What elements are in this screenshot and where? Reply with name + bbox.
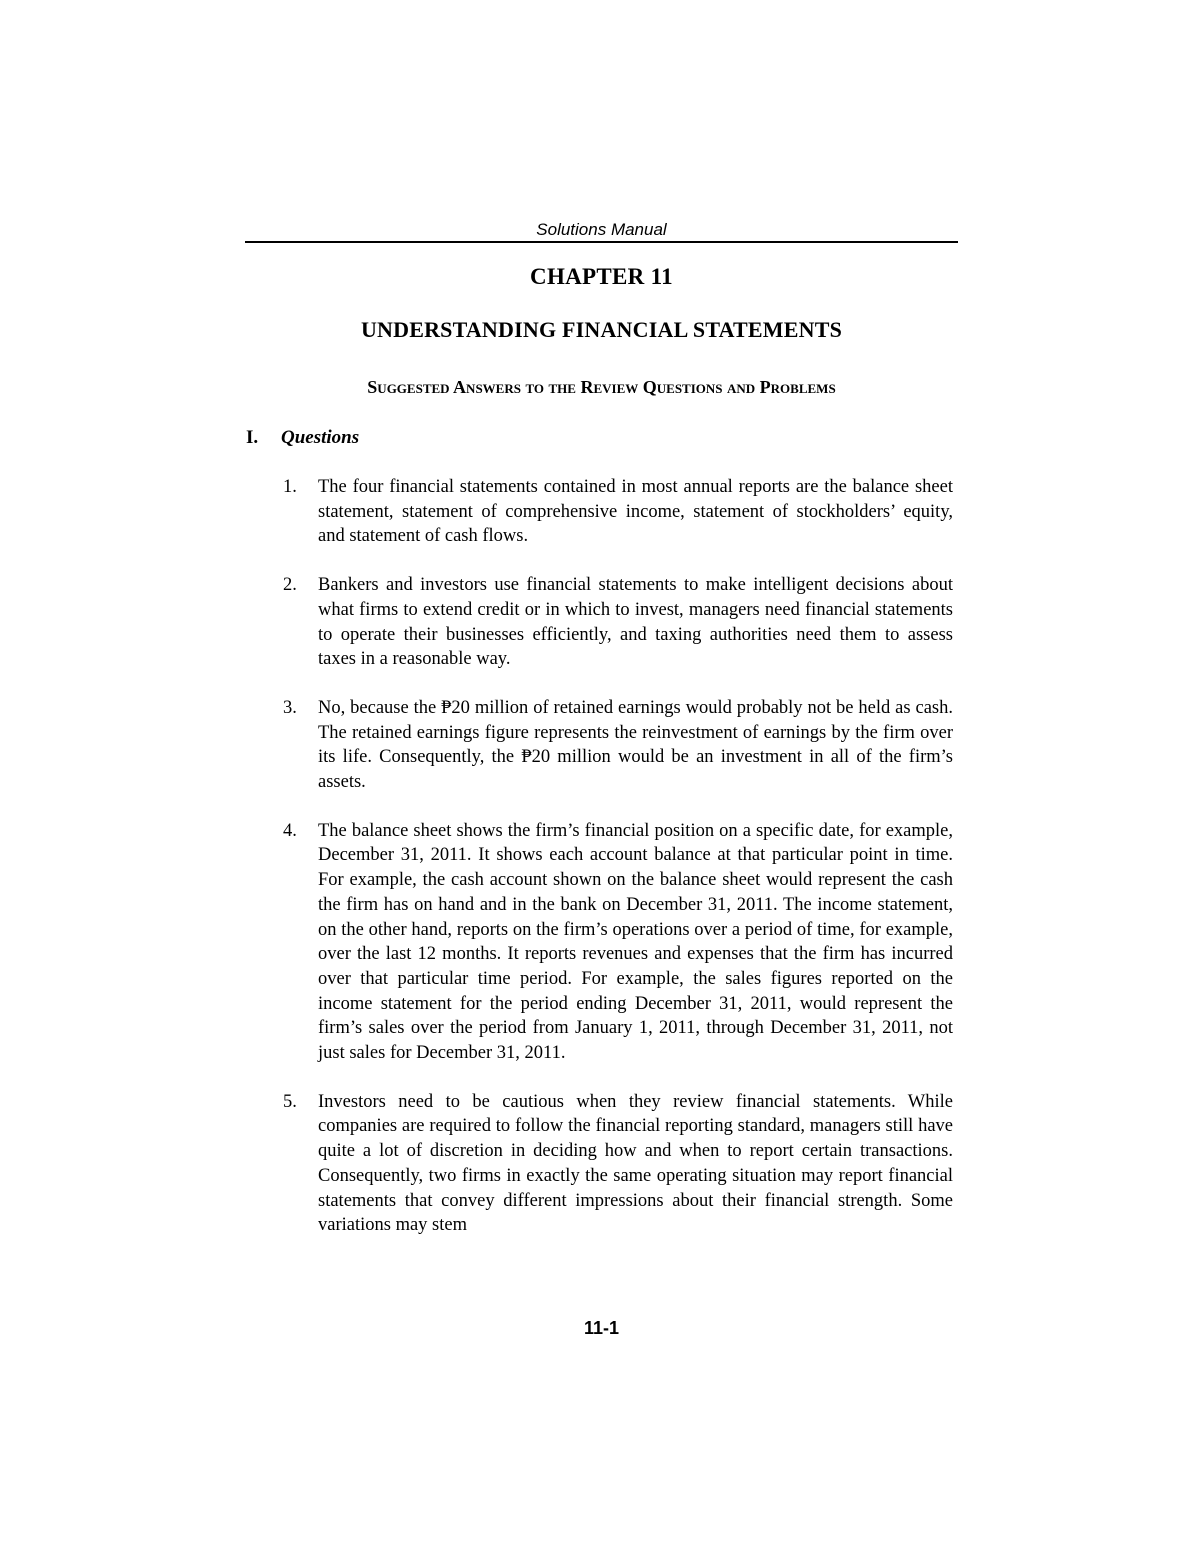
answer-list: [283, 475, 953, 1262]
answer-number: 1.: [283, 477, 297, 497]
answer-number: 4.: [283, 820, 297, 841]
answer-text: The balance sheet shows the firm’s financial position on a specific date, for example, December 31, 2011. It shows each account balance at that particular point in time. For example, the cash account shown on the balance sheet would represent the cash the firm has on hand and in the bank on December 31, 2011. The income statement, on the other hand, reports on the firm’s operations over a period of time, for example, over the last 12 months. It reports revenues and expenses that the firm has incurred over that particular time period. For example, the sales figures reported on the income statement for the period ending December 31, 2011, would represent the firm’s sales over the period from January 1, 2011, through December 31, 2011, not just sales for December 31, 2011.: [318, 820, 953, 1064]
answer-text: No, because the ₱20 million of retained earnings would probably not be held as cash. The retained earnings figure represents the reinvestment of earnings by the firm over its life. Consequently, the ₱20 million would be an investment in all of the firm’s assets.: [318, 697, 953, 793]
answer-item: [283, 819, 953, 1066]
chapter-number: CHAPTER 11: [530, 264, 673, 289]
chapter-title: UNDERSTANDING FINANCIAL STATEMENTS: [360, 317, 843, 342]
answer-item: [283, 696, 953, 795]
section-subtitle: Suggested Answers to the Review Questions and Problems: [367, 377, 836, 397]
page-number: 11-1: [583, 1318, 620, 1338]
answer-number: 2.: [283, 575, 297, 596]
answer-text: Bankers and investors use financial statements to make intelligent decisions about what firms to extend credit or in which to invest, managers need financial statements to operate their businesses efficiently, and taxing authorities need them to assess taxes in a reasonable way.: [318, 575, 953, 670]
answer-item: [283, 1090, 953, 1238]
running-header: Solutions Manual: [536, 220, 667, 239]
part-numeral: I.: [246, 427, 259, 448]
part-heading: [246, 426, 359, 450]
header-rule: [245, 241, 958, 243]
answer-item: [283, 475, 953, 549]
answer-number: 5.: [283, 1091, 297, 1112]
part-label: Questions: [281, 427, 360, 448]
answer-item: [283, 573, 953, 672]
answer-number: 3.: [283, 697, 297, 718]
answer-text: Investors need to be cautious when they review financial statements. While companies are required to follow the financial reporting standard, managers still have quite a lot of discretion in deciding how and when to report certain transactions. Consequently, two firms in exactly the same operating situation may report financial statements that convey different impressions about their financial strength. Some variations may stem: [318, 1091, 953, 1236]
answer-text: The four financial statements contained in most annual reports are the balance sheet statement, statement of comprehensive income, statement of stockholders’ equity, and statement of cash flows.: [318, 477, 953, 547]
